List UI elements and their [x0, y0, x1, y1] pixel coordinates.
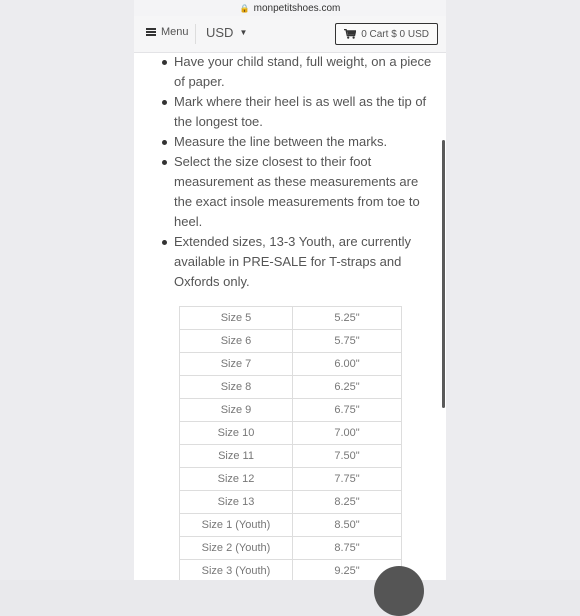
instruction-item: Mark where their heel is as well as the tip of the longest toe.	[174, 92, 432, 132]
page-content	[134, 52, 446, 577]
length-cell: 7.00"	[293, 422, 402, 445]
size-cell: Size 5	[180, 307, 293, 330]
length-cell: 7.75"	[293, 468, 402, 491]
lock-icon: 🔒	[239, 3, 250, 13]
size-cell: Size 6	[180, 330, 293, 353]
size-cell: Size 12	[180, 468, 293, 491]
currency-value: USD	[206, 25, 234, 40]
instruction-item: Extended sizes, 13-3 Youth, are currently available in PRE-SALE for T-straps and Oxfords only.	[174, 232, 432, 292]
table-row	[180, 514, 402, 537]
size-cell: Size 11	[180, 445, 293, 468]
instruction-item: Select the size closest to their foot measurement as these measurements are the exact insole measurements from toe to heel.	[174, 152, 432, 232]
cart-label: 0 Cart $ 0 USD	[361, 28, 429, 40]
floating-action-button[interactable]	[374, 566, 424, 616]
size-cell: Size 9	[180, 399, 293, 422]
table-row	[180, 376, 402, 399]
table-row	[180, 330, 402, 353]
size-cell: Size 8	[180, 376, 293, 399]
size-cell: Size 10	[180, 422, 293, 445]
table-row	[180, 468, 402, 491]
instruction-item: Measure the line between the marks.	[174, 132, 432, 152]
hamburger-icon	[146, 28, 156, 36]
length-cell: 6.00"	[293, 353, 402, 376]
cart-icon	[344, 29, 356, 39]
size-cell: Size 13	[180, 491, 293, 514]
background-right	[446, 0, 580, 580]
measuring-instructions	[134, 52, 446, 292]
scrollbar-thumb[interactable]	[442, 140, 445, 408]
table-row	[180, 353, 402, 376]
menu-button[interactable]	[146, 26, 189, 38]
length-cell: 5.25"	[293, 307, 402, 330]
table-row	[180, 491, 402, 514]
length-cell: 8.75"	[293, 537, 402, 560]
background-left	[0, 0, 134, 580]
caret-down-icon: ▼	[239, 28, 248, 37]
site-header	[134, 16, 446, 53]
phone-screen	[134, 0, 446, 580]
length-cell: 5.75"	[293, 330, 402, 353]
length-cell: 9.25"	[293, 560, 402, 581]
table-row	[180, 560, 402, 581]
size-cell: Size 3 (Youth)	[180, 560, 293, 581]
nav-divider	[195, 24, 196, 44]
length-cell: 6.25"	[293, 376, 402, 399]
length-cell: 8.25"	[293, 491, 402, 514]
length-cell: 6.75"	[293, 399, 402, 422]
url-text: monpetitshoes.com	[253, 2, 341, 14]
currency-selector[interactable]	[206, 25, 247, 40]
menu-label: Menu	[161, 26, 189, 38]
table-row	[180, 445, 402, 468]
cart-button[interactable]	[335, 23, 438, 45]
size-cell: Size 7	[180, 353, 293, 376]
instruction-item: Have your child stand, full weight, on a piece of paper.	[174, 52, 432, 92]
table-row	[180, 399, 402, 422]
length-cell: 7.50"	[293, 445, 402, 468]
table-row	[180, 307, 402, 330]
length-cell: 8.50"	[293, 514, 402, 537]
table-row	[180, 422, 402, 445]
table-row	[180, 537, 402, 560]
size-chart-table	[179, 306, 402, 580]
url-bar[interactable]	[134, 0, 446, 16]
size-cell: Size 1 (Youth)	[180, 514, 293, 537]
size-cell: Size 2 (Youth)	[180, 537, 293, 560]
